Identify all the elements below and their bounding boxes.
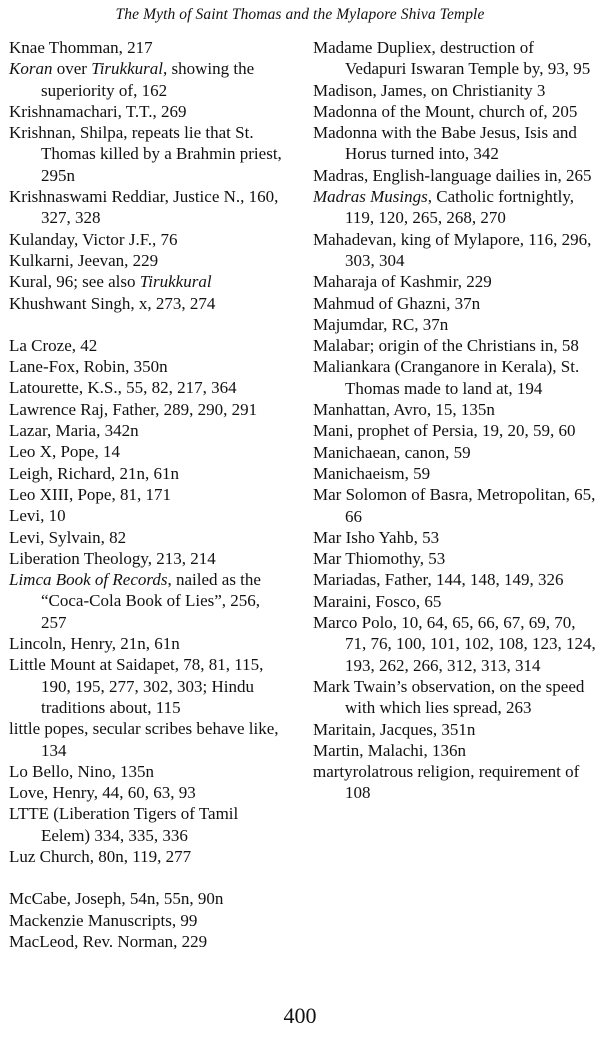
index-entry [9, 569, 284, 633]
index-entry [9, 122, 284, 186]
index-entry [313, 122, 596, 165]
index-entry [9, 846, 284, 867]
index-entry-text: Latourette, K.S., 55, 82, 217, 364 [9, 378, 237, 398]
index-entry-text: Leo XIII, Pope, 81, 171 [9, 484, 171, 504]
index-entry-text: Love, Henry, 44, 60, 63, 93 [9, 783, 196, 803]
index-entry-text: Kulkarni, Jeevan, 229 [9, 250, 159, 270]
index-entry [313, 591, 596, 612]
index-entry [313, 420, 596, 441]
index-entry [9, 293, 284, 314]
index-entry-text: over [52, 59, 92, 79]
index-entry-text: Mar Isho Yahb, 53 [313, 527, 440, 547]
index-entry [313, 271, 596, 292]
index-entry-text: Maliankara (Cranganore in Kerala), St. Thomas made to land at, 194 [313, 357, 580, 398]
index-entry-text: Lo Bello, Nino, 135n [9, 761, 154, 781]
index-entry-text: Lane-Fox, Robin, 350n [9, 357, 168, 377]
index-entry-text: Majumdar, RC, 37n [313, 314, 449, 334]
index-entry [313, 186, 596, 229]
index-entry-italic-text: Madras Musings [313, 187, 428, 207]
index-entry-text: Krishnaswami Reddiar, Justice N., 160, 327, 328 [9, 187, 279, 228]
index-entry [9, 250, 284, 271]
index-entry-text: , Catholic fortnightly, 119, 120, 265, 268, 270 [345, 187, 574, 228]
index-entry-italic-text: Tirukkural [91, 59, 163, 79]
index-entry-text: Little Mount at Saidapet, 78, 81, 115, 190, 195, 277, 302, 303; Hindu traditions about, 115 [9, 655, 264, 717]
index-entry [9, 463, 284, 484]
index-entry [313, 356, 596, 399]
index-entry-text: Leo X, Pope, 14 [9, 442, 120, 462]
index-entry [9, 441, 284, 462]
index-entry [9, 420, 284, 441]
index-entry-text: martyrolatrous religion, requirement of 108 [313, 762, 580, 803]
index-entry-text: Lazar, Maria, 342n [9, 421, 139, 441]
index-entry [9, 335, 284, 356]
index-entry-text: Mar Solomon of Basra, Metropolitan, 65, 66 [313, 485, 596, 526]
index-entry [313, 101, 596, 122]
index-entry [9, 58, 284, 101]
index-entry-text: Madras, English-language dailies in, 265 [313, 165, 592, 185]
index-entry [9, 654, 284, 718]
index-entry [9, 527, 284, 548]
index-entry [9, 910, 284, 931]
index-entry-text: , showing the superiority of, 162 [41, 59, 255, 100]
index-entry-text: Krishnan, Shilpa, repeats lie that St. Thomas killed by a Brahmin priest, 295n [9, 123, 282, 185]
index-entry [313, 314, 596, 335]
index-entry [9, 271, 284, 292]
index-entry-text: Madonna of the Mount, church of, 205 [313, 101, 578, 121]
index-entry [313, 463, 596, 484]
index-entry-text: Mar Thiomothy, 53 [313, 549, 446, 569]
index-entry [313, 399, 596, 420]
index-entry [313, 229, 596, 272]
index-entry [9, 37, 284, 58]
index-entry-text: Mahmud of Ghazni, 37n [313, 293, 481, 313]
index-entry-text: Manichaean, canon, 59 [313, 442, 471, 462]
index-entry-text: Mark Twain’s observation, on the speed with which lies spread, 263 [313, 676, 585, 718]
index-entry [313, 612, 596, 676]
index-entry [313, 80, 596, 101]
index-entry-text: Maharaja of Kashmir, 229 [313, 272, 492, 292]
index-entry-text: Leigh, Richard, 21n, 61n [9, 463, 179, 483]
index-entry-text: Maraini, Fosco, 65 [313, 591, 442, 611]
index-entry-text: MacLeod, Rev. Norman, 229 [9, 931, 208, 951]
index-entry-text: Levi, Sylvain, 82 [9, 527, 127, 547]
index-entry-text: Manhattan, Avro, 15, 135n [313, 400, 495, 420]
index-entry-text: Marco Polo, 10, 64, 65, 66, 67, 69, 70, 71, 76, 100, 101, 102, 108, 123, 124, 193, 262, 266, 312, 313, 314 [313, 613, 596, 675]
index-entry [313, 293, 596, 314]
index-entry [9, 888, 284, 909]
index-entry-text: Malabar; origin of the Christians in, 58 [313, 336, 579, 356]
index-entry [9, 803, 284, 846]
index-entry [9, 931, 284, 952]
index-entry-italic-text: Koran [9, 59, 53, 79]
index-entry-text: Kural, 96; see also [9, 272, 140, 292]
index-entry [313, 335, 596, 356]
index-entry [9, 761, 284, 782]
index-entry [313, 676, 596, 719]
index-entry-text: Madison, James, on Christianity 3 [313, 80, 546, 100]
index-entry [313, 761, 596, 804]
index-entry-text: Khushwant Singh, x, 273, 274 [9, 293, 216, 313]
index-entry-text: Kulanday, Victor J.F., 76 [9, 229, 178, 249]
index-column-right [313, 37, 596, 804]
index-entry-text: La Croze, 42 [9, 335, 98, 355]
index-column-left [9, 37, 284, 952]
index-entry [313, 740, 596, 761]
index-entry [313, 569, 596, 590]
index-entry [9, 548, 284, 569]
index-entry [313, 484, 596, 527]
index-entry [313, 165, 596, 186]
index-entry [313, 548, 596, 569]
index-entry-text: McCabe, Joseph, 54n, 55n, 90n [9, 889, 224, 909]
index-entry [313, 527, 596, 548]
index-entry-text: Mahadevan, king of Mylapore, 116, 296, 303, 304 [313, 229, 592, 270]
index-entry [9, 101, 284, 122]
index-entry [9, 484, 284, 505]
index-entry-text: Mani, prophet of Persia, 19, 20, 59, 60 [313, 421, 576, 441]
index-entry-text: Madame Dupliex, destruction of Vedapuri Iswaran Temple by, 93, 95 [313, 38, 591, 79]
index-entry-text: , nailed as the “Coca-Cola Book of Lies”, 256, 257 [41, 570, 261, 632]
index-entry [313, 442, 596, 463]
index-entry-italic-text: Tirukkural [139, 272, 212, 292]
index-entry-text: Maritain, Jacques, 351n [313, 719, 476, 739]
index-entry-text: Madonna with the Babe Jesus, Isis and Horus turned into, 342 [313, 123, 577, 164]
index-entry [313, 719, 596, 740]
index-entry-italic-text: Limca Book of Records [9, 570, 168, 590]
index-entry-text: little popes, secular scribes behave like, 134 [9, 719, 279, 760]
index-entry [9, 718, 284, 761]
index-entry-text: Liberation Theology, 213, 214 [9, 548, 216, 568]
index-entry [9, 782, 284, 803]
index-entry [313, 37, 596, 80]
index-entry-text: Levi, 10 [9, 506, 66, 526]
index-entry-text: Martin, Malachi, 136n [313, 740, 466, 760]
index-entry-text: Luz Church, 80n, 119, 277 [9, 846, 192, 866]
running-head: The Myth of Saint Thomas and the Mylapore Shiva Temple [115, 6, 485, 23]
index-entry [9, 229, 284, 250]
index-entry-text: Mariadas, Father, 144, 148, 149, 326 [313, 570, 564, 590]
index-entry-text: Mackenzie Manuscripts, 99 [9, 910, 198, 930]
index-entry [9, 186, 284, 229]
index-entry [9, 633, 284, 654]
index-entry-text: Lawrence Raj, Father, 289, 290, 291 [9, 399, 258, 419]
index-entry-text: Lincoln, Henry, 21n, 61n [9, 634, 180, 654]
page-number: 400 [283, 1003, 317, 1028]
index-entry-text: LTTE (Liberation Tigers of Tamil Eelem) 334, 335, 336 [9, 804, 239, 845]
index-entry [9, 399, 284, 420]
index-entry-text: Manichaeism, 59 [313, 463, 431, 483]
index-entry-text: Krishnamachari, T.T., 269 [9, 101, 187, 121]
index-entry [9, 377, 284, 398]
index-entry [9, 356, 284, 377]
index-entry [9, 505, 284, 526]
index-entry-text: Knae Thomman, 217 [9, 38, 153, 57]
